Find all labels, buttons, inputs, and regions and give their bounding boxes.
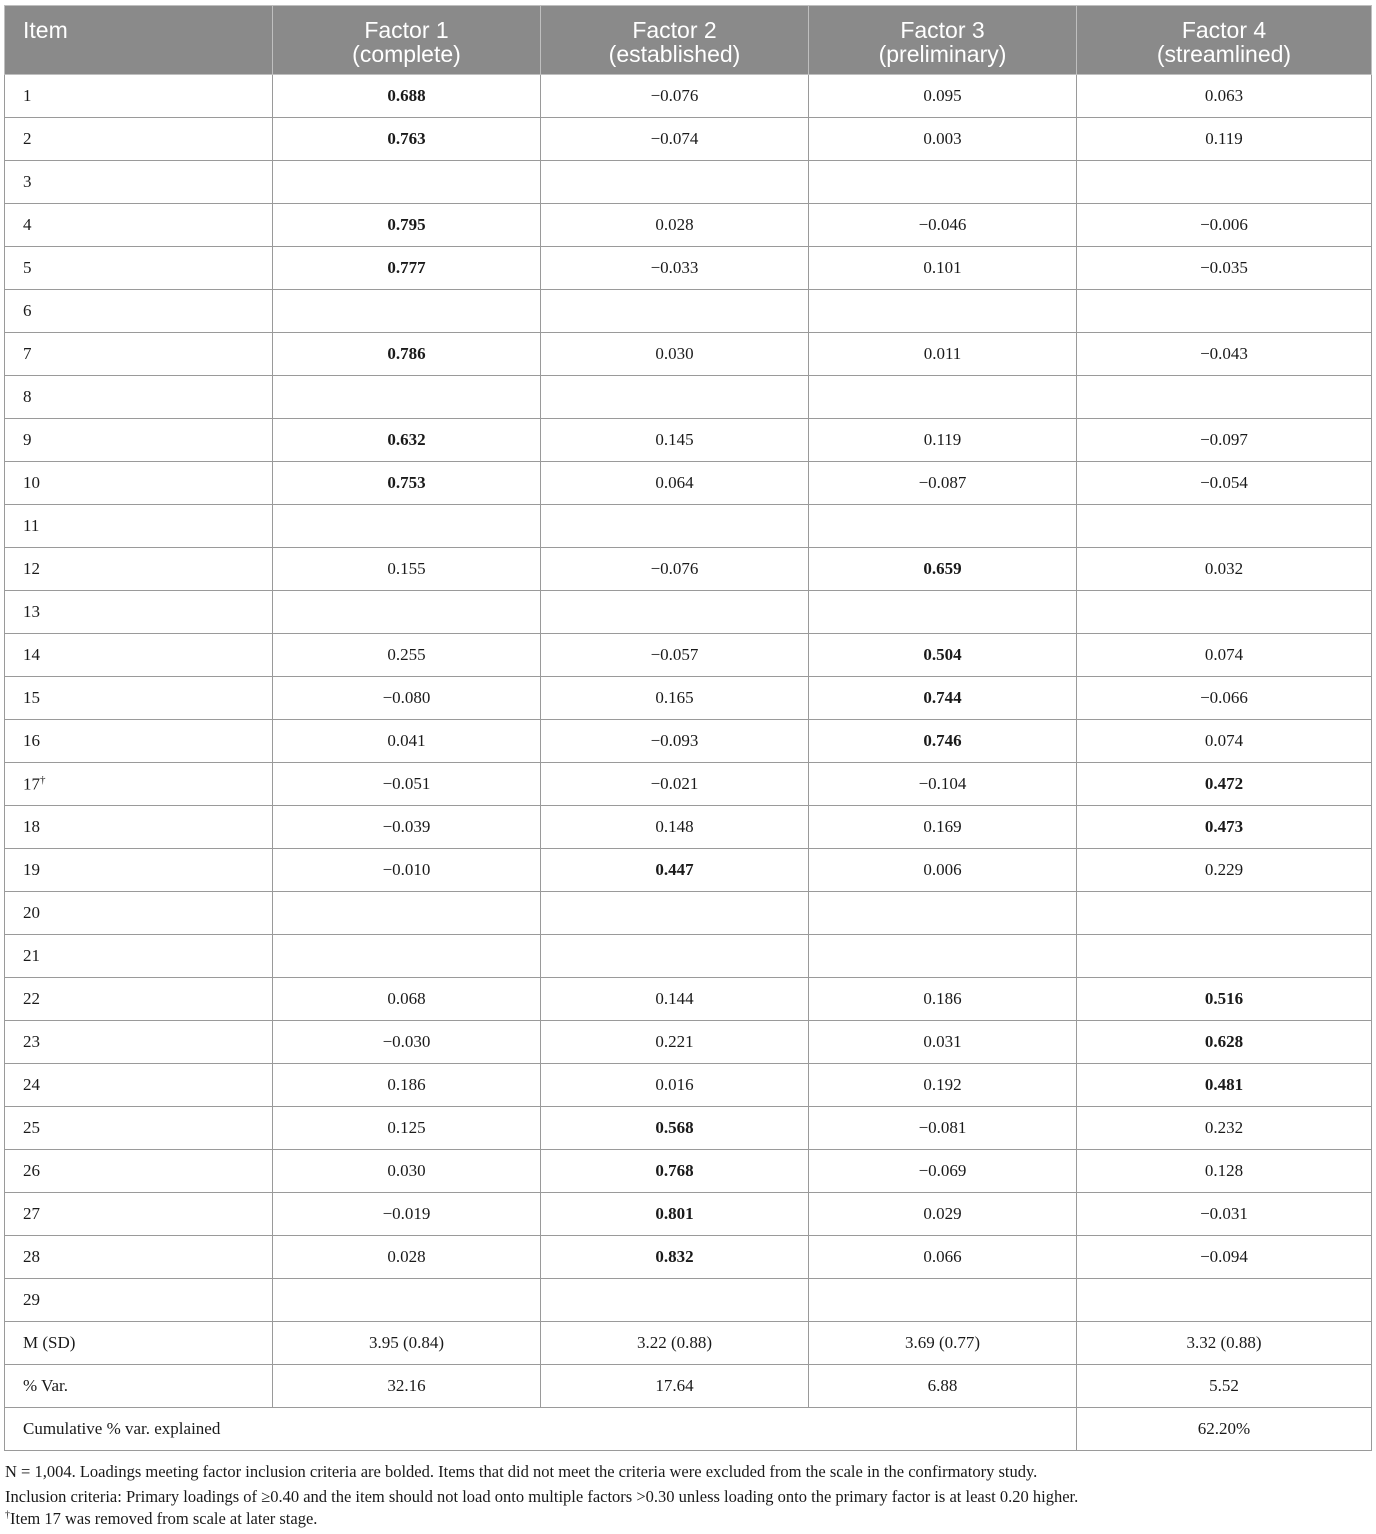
table-row <box>5 720 1372 763</box>
table-row <box>5 1279 1372 1322</box>
loading-cell-factor-3 <box>809 290 1077 333</box>
loading-cell-factor-2 <box>541 591 809 634</box>
loading-cell-factor-2: 0.016 <box>541 1064 809 1107</box>
table-row <box>5 118 1372 161</box>
loading-cell-factor-3: 0.011 <box>809 333 1077 376</box>
loading-cell-factor-2: −0.076 <box>541 75 809 118</box>
loading-cell-factor-1: −0.019 <box>273 1193 541 1236</box>
loading-cell-factor-1: 0.030 <box>273 1150 541 1193</box>
loading-cell-factor-2 <box>541 376 809 419</box>
loading-cell-factor-2: 0.768 <box>541 1150 809 1193</box>
loading-cell-factor-2: 0.144 <box>541 978 809 1021</box>
table-row <box>5 161 1372 204</box>
loading-cell-factor-4: 0.032 <box>1077 548 1372 591</box>
loading-cell-factor-4: −0.006 <box>1077 204 1372 247</box>
table-row <box>5 849 1372 892</box>
table-row <box>5 892 1372 935</box>
table-row <box>5 1107 1372 1150</box>
item-label: M (SD) <box>23 1333 76 1352</box>
loading-cell-factor-2: 0.148 <box>541 806 809 849</box>
item-label: 2 <box>23 129 32 148</box>
loading-cell-factor-3: 0.101 <box>809 247 1077 290</box>
item-cell <box>5 419 273 462</box>
table-header-row <box>5 6 1372 75</box>
table-row <box>5 677 1372 720</box>
loading-cell-factor-3: 0.006 <box>809 849 1077 892</box>
loading-cell-factor-3: 0.029 <box>809 1193 1077 1236</box>
item-label: 12 <box>23 559 40 578</box>
loading-cell-factor-3: −0.104 <box>809 763 1077 806</box>
loading-cell-factor-4: −0.035 <box>1077 247 1372 290</box>
loading-cell-factor-1: 0.786 <box>273 333 541 376</box>
item-label: 9 <box>23 430 32 449</box>
loading-cell-factor-1 <box>273 505 541 548</box>
loading-cell-factor-2: 0.221 <box>541 1021 809 1064</box>
item-cell <box>5 1150 273 1193</box>
loading-cell-factor-3: 3.69 (0.77) <box>809 1322 1077 1365</box>
loading-cell-factor-1: 0.632 <box>273 419 541 462</box>
header-factor-1: Factor 1 (complete) <box>273 6 541 75</box>
item-cell <box>5 634 273 677</box>
item-label: 22 <box>23 989 40 1008</box>
loading-cell-factor-3: −0.087 <box>809 462 1077 505</box>
dagger-mark: † <box>5 1509 10 1521</box>
table-row <box>5 462 1372 505</box>
loading-cell-factor-3: 0.192 <box>809 1064 1077 1107</box>
item-cell <box>5 1064 273 1107</box>
loading-cell-factor-2: 3.22 (0.88) <box>541 1322 809 1365</box>
loading-cell-factor-4: 0.074 <box>1077 634 1372 677</box>
loading-cell-factor-3: 0.659 <box>809 548 1077 591</box>
loading-cell-factor-4: 0.473 <box>1077 806 1372 849</box>
item-label: % Var. <box>23 1376 69 1395</box>
item-label: 18 <box>23 817 40 836</box>
item-cell <box>5 1279 273 1322</box>
item-label: 28 <box>23 1247 40 1266</box>
item-cell <box>5 763 273 806</box>
table-row <box>5 1365 1372 1408</box>
loading-cell-factor-2 <box>541 892 809 935</box>
item-cell <box>5 1236 273 1279</box>
item-label: 25 <box>23 1118 40 1137</box>
loading-cell-factor-1: −0.010 <box>273 849 541 892</box>
table-row <box>5 505 1372 548</box>
item-cell <box>5 290 273 333</box>
item-cell <box>5 247 273 290</box>
table-row <box>5 591 1372 634</box>
item-label: 24 <box>23 1075 40 1094</box>
item-label: 5 <box>23 258 32 277</box>
loading-cell-factor-3: 0.095 <box>809 75 1077 118</box>
item-cell <box>5 978 273 1021</box>
loading-cell-factor-1: 0.688 <box>273 75 541 118</box>
loading-cell-factor-4 <box>1077 1279 1372 1322</box>
loading-cell-factor-1 <box>273 935 541 978</box>
item-label: 21 <box>23 946 40 965</box>
loading-cell-factor-2: −0.074 <box>541 118 809 161</box>
loading-cell-factor-3 <box>809 935 1077 978</box>
loading-cell-factor-2: 0.801 <box>541 1193 809 1236</box>
item-cell <box>5 677 273 720</box>
item-cell <box>5 161 273 204</box>
item-cell <box>5 462 273 505</box>
loading-cell-factor-4: 0.481 <box>1077 1064 1372 1107</box>
loading-cell-factor-1: −0.080 <box>273 677 541 720</box>
header-item: Item <box>5 6 273 75</box>
loading-cell-factor-1: 0.763 <box>273 118 541 161</box>
loading-cell-factor-3: 0.186 <box>809 978 1077 1021</box>
item-label: 10 <box>23 473 40 492</box>
item17-note-text: Item 17 was removed from scale at later stage. <box>10 1509 318 1528</box>
item-label: 27 <box>23 1204 40 1223</box>
cumulative-value: 62.20% <box>1077 1408 1372 1451</box>
loading-cell-factor-4: −0.066 <box>1077 677 1372 720</box>
table-row <box>5 419 1372 462</box>
item-label: 8 <box>23 387 32 406</box>
loading-cell-factor-1: 0.255 <box>273 634 541 677</box>
item-label: 13 <box>23 602 40 621</box>
loading-cell-factor-4: −0.043 <box>1077 333 1372 376</box>
loading-cell-factor-3: −0.069 <box>809 1150 1077 1193</box>
table-note-sample: N = 1,004. Loadings meeting factor inclusion criteria are bolded. Items that did not meet the criteria were excluded from the scale in the confirmatory study. <box>5 1462 1038 1481</box>
loading-cell-factor-2: 0.030 <box>541 333 809 376</box>
table-row <box>5 806 1372 849</box>
table-row <box>5 1322 1372 1365</box>
loading-cell-factor-3: 0.504 <box>809 634 1077 677</box>
loading-cell-factor-4 <box>1077 161 1372 204</box>
table-row <box>5 978 1372 1021</box>
loading-cell-factor-4 <box>1077 935 1372 978</box>
header-factor-4: Factor 4 (streamlined) <box>1077 6 1372 75</box>
dagger-mark: † <box>40 773 46 786</box>
loading-cell-factor-2 <box>541 290 809 333</box>
loading-cell-factor-4: 0.063 <box>1077 75 1372 118</box>
cumulative-label: Cumulative % var. explained <box>5 1408 1077 1451</box>
loading-cell-factor-1: 0.753 <box>273 462 541 505</box>
loading-cell-factor-3: 0.066 <box>809 1236 1077 1279</box>
factor-loadings-table <box>4 5 1372 1451</box>
loading-cell-factor-3: 0.169 <box>809 806 1077 849</box>
table-row <box>5 1150 1372 1193</box>
loading-cell-factor-1: 0.041 <box>273 720 541 763</box>
loading-cell-factor-1: 32.16 <box>273 1365 541 1408</box>
loading-cell-factor-2 <box>541 161 809 204</box>
item-cell <box>5 548 273 591</box>
item-label: 23 <box>23 1032 40 1051</box>
item-label: 4 <box>23 215 32 234</box>
loading-cell-factor-4: 0.128 <box>1077 1150 1372 1193</box>
loading-cell-factor-2: 0.568 <box>541 1107 809 1150</box>
loading-cell-factor-1: 0.125 <box>273 1107 541 1150</box>
loading-cell-factor-1: −0.051 <box>273 763 541 806</box>
item-cell <box>5 204 273 247</box>
loading-cell-factor-3: −0.081 <box>809 1107 1077 1150</box>
loading-cell-factor-2: −0.033 <box>541 247 809 290</box>
loading-cell-factor-2: −0.093 <box>541 720 809 763</box>
item-cell <box>5 75 273 118</box>
loading-cell-factor-3: 0.746 <box>809 720 1077 763</box>
loading-cell-factor-3 <box>809 161 1077 204</box>
loading-cell-factor-1: 0.186 <box>273 1064 541 1107</box>
loading-cell-factor-1: −0.030 <box>273 1021 541 1064</box>
loading-cell-factor-3 <box>809 591 1077 634</box>
loading-cell-factor-2: −0.057 <box>541 634 809 677</box>
loading-cell-factor-2 <box>541 1279 809 1322</box>
item-cell <box>5 1193 273 1236</box>
table-row <box>5 1193 1372 1236</box>
table-row <box>5 75 1372 118</box>
item-cell <box>5 1107 273 1150</box>
item-cell <box>5 118 273 161</box>
table-row <box>5 935 1372 978</box>
loading-cell-factor-2: 0.165 <box>541 677 809 720</box>
loading-cell-factor-2: 0.447 <box>541 849 809 892</box>
item-label: 16 <box>23 731 40 750</box>
loading-cell-factor-1: 3.95 (0.84) <box>273 1322 541 1365</box>
table-note-criteria: Inclusion criteria: Primary loadings of ≥0.40 and the item should not load onto multiple factors >0.30 unless loading onto the primary factor is at least 0.20 higher. <box>5 1487 1079 1506</box>
loading-cell-factor-1: 0.777 <box>273 247 541 290</box>
loading-cell-factor-1 <box>273 1279 541 1322</box>
item-cell <box>5 1365 273 1408</box>
loading-cell-factor-2: 17.64 <box>541 1365 809 1408</box>
loading-cell-factor-4 <box>1077 591 1372 634</box>
item-cell <box>5 333 273 376</box>
item-label: 26 <box>23 1161 40 1180</box>
loading-cell-factor-3: 0.003 <box>809 118 1077 161</box>
loading-cell-factor-1: 0.068 <box>273 978 541 1021</box>
item-cell <box>5 376 273 419</box>
table-row <box>5 1021 1372 1064</box>
loading-cell-factor-4: 0.119 <box>1077 118 1372 161</box>
item-label: 1 <box>23 86 32 105</box>
item-cell <box>5 505 273 548</box>
item-label: 19 <box>23 860 40 879</box>
header-factor-2: Factor 2 (established) <box>541 6 809 75</box>
loading-cell-factor-2 <box>541 505 809 548</box>
item-label: 6 <box>23 301 32 320</box>
item-cell <box>5 892 273 935</box>
item-label: 14 <box>23 645 40 664</box>
table-row <box>5 763 1372 806</box>
loading-cell-factor-1: 0.155 <box>273 548 541 591</box>
loading-cell-factor-4: −0.094 <box>1077 1236 1372 1279</box>
loading-cell-factor-4: 0.232 <box>1077 1107 1372 1150</box>
item-label: 3 <box>23 172 32 191</box>
item-label: 20 <box>23 903 40 922</box>
loading-cell-factor-4: 0.229 <box>1077 849 1372 892</box>
loading-cell-factor-3: 0.031 <box>809 1021 1077 1064</box>
loading-cell-factor-4 <box>1077 505 1372 548</box>
loading-cell-factor-1 <box>273 161 541 204</box>
loading-cell-factor-4: −0.097 <box>1077 419 1372 462</box>
item-label: 29 <box>23 1290 40 1309</box>
table-row <box>5 204 1372 247</box>
table-body <box>5 75 1372 1408</box>
loading-cell-factor-3 <box>809 1279 1077 1322</box>
loading-cell-factor-3: 6.88 <box>809 1365 1077 1408</box>
table-row <box>5 376 1372 419</box>
loading-cell-factor-2 <box>541 935 809 978</box>
loading-cell-factor-1: −0.039 <box>273 806 541 849</box>
item-cell <box>5 720 273 763</box>
item-cell <box>5 935 273 978</box>
loading-cell-factor-4: 0.628 <box>1077 1021 1372 1064</box>
loading-cell-factor-2: −0.021 <box>541 763 809 806</box>
loading-cell-factor-3: −0.046 <box>809 204 1077 247</box>
loading-cell-factor-4 <box>1077 376 1372 419</box>
loading-cell-factor-1 <box>273 892 541 935</box>
loading-cell-factor-2: 0.064 <box>541 462 809 505</box>
table-row <box>5 548 1372 591</box>
loading-cell-factor-3 <box>809 892 1077 935</box>
header-factor-3: Factor 3 (preliminary) <box>809 6 1077 75</box>
item-cell <box>5 1322 273 1365</box>
loading-cell-factor-1: 0.028 <box>273 1236 541 1279</box>
item-label: 11 <box>23 516 40 535</box>
item-label: 7 <box>23 344 32 363</box>
table-note-item17 <box>5 1509 317 1529</box>
loading-cell-factor-3: 0.119 <box>809 419 1077 462</box>
loading-cell-factor-1: 0.795 <box>273 204 541 247</box>
item-cell <box>5 1021 273 1064</box>
loading-cell-factor-3 <box>809 376 1077 419</box>
loading-cell-factor-2: 0.832 <box>541 1236 809 1279</box>
loading-cell-factor-2: 0.028 <box>541 204 809 247</box>
table-row <box>5 290 1372 333</box>
item-cell <box>5 806 273 849</box>
item-cell <box>5 591 273 634</box>
loading-cell-factor-3 <box>809 505 1077 548</box>
loading-cell-factor-2: 0.145 <box>541 419 809 462</box>
loading-cell-factor-4: 0.074 <box>1077 720 1372 763</box>
loading-cell-factor-1 <box>273 591 541 634</box>
table-footer <box>5 1408 1372 1451</box>
loading-cell-factor-1 <box>273 290 541 333</box>
table-row <box>5 634 1372 677</box>
table-row <box>5 247 1372 290</box>
loading-cell-factor-4: −0.031 <box>1077 1193 1372 1236</box>
item-label: 15 <box>23 688 40 707</box>
loading-cell-factor-4: 3.32 (0.88) <box>1077 1322 1372 1365</box>
item-label: 17 <box>23 774 40 794</box>
loading-cell-factor-4: 0.472 <box>1077 763 1372 806</box>
loading-cell-factor-3: 0.744 <box>809 677 1077 720</box>
cumulative-row <box>5 1408 1372 1451</box>
loading-cell-factor-1 <box>273 376 541 419</box>
loading-cell-factor-4 <box>1077 892 1372 935</box>
loading-cell-factor-4: 5.52 <box>1077 1365 1372 1408</box>
loading-cell-factor-4: −0.054 <box>1077 462 1372 505</box>
table-row <box>5 1236 1372 1279</box>
item-cell <box>5 849 273 892</box>
table-row <box>5 333 1372 376</box>
loading-cell-factor-2: −0.076 <box>541 548 809 591</box>
loading-cell-factor-4: 0.516 <box>1077 978 1372 1021</box>
loading-cell-factor-4 <box>1077 290 1372 333</box>
table-row <box>5 1064 1372 1107</box>
